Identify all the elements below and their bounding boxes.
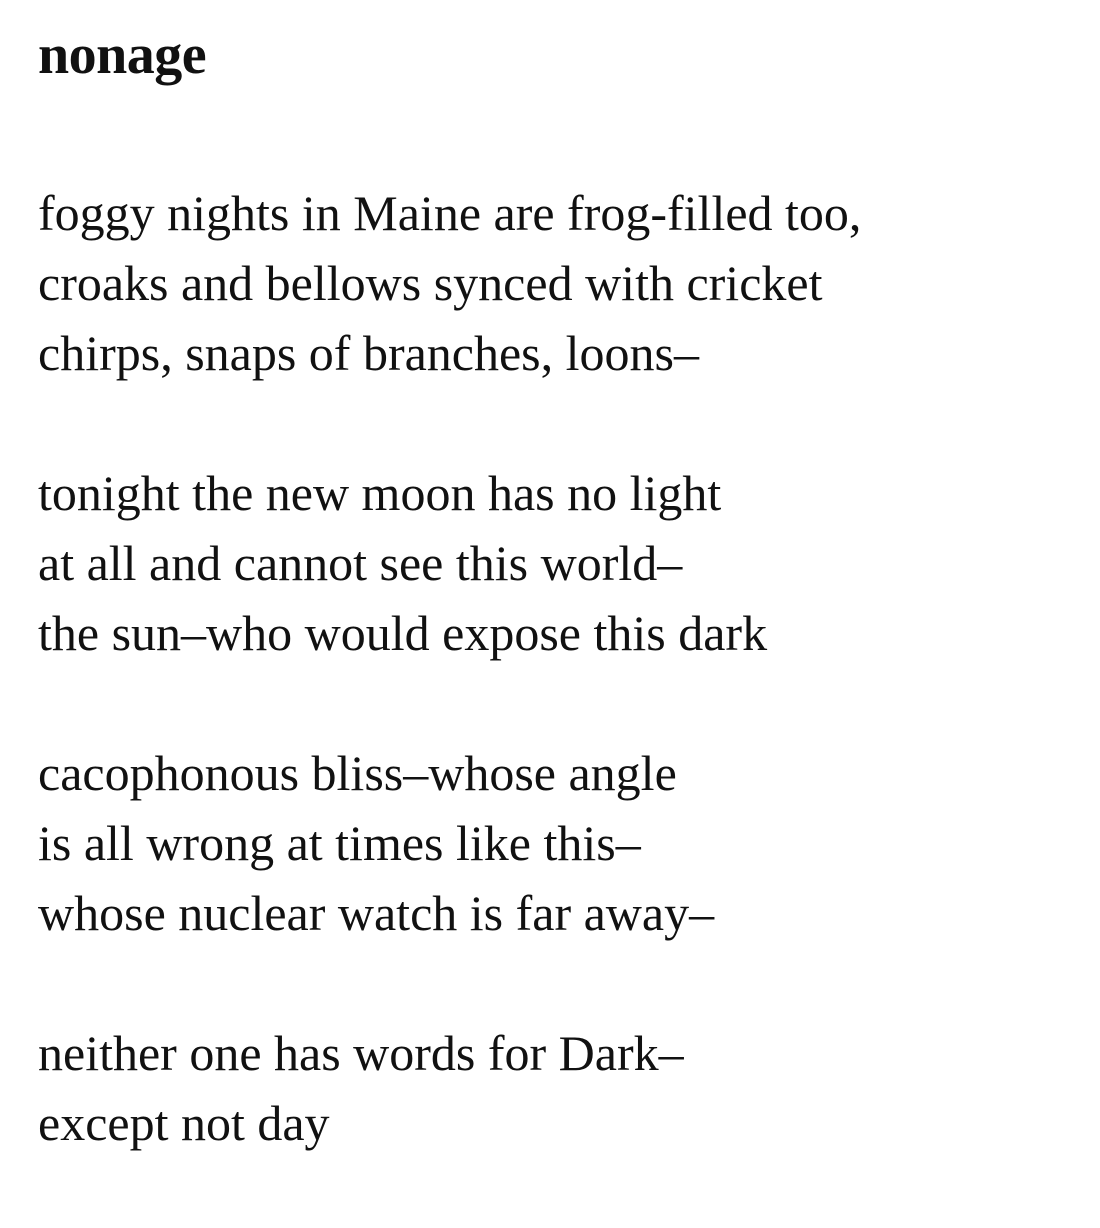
stanza-3 xyxy=(38,738,861,948)
poem-body xyxy=(38,178,861,1228)
poem-line: tonight the new moon has no light xyxy=(38,465,722,521)
poem-line: except not day xyxy=(38,1095,330,1151)
stanza-4 xyxy=(38,1018,861,1158)
poem-line: chirps, snaps of branches, loons– xyxy=(38,325,699,381)
poem-line: at all and cannot see this world– xyxy=(38,535,683,591)
poem-line: cacophonous bliss–whose angle xyxy=(38,745,677,801)
poem-title: nonage xyxy=(38,24,207,86)
poem-line: neither one has words for Dark– xyxy=(38,1025,684,1081)
poem-line: the sun–who would expose this dark xyxy=(38,605,768,661)
poem-line: croaks and bellows synced with cricket xyxy=(38,255,823,311)
poem-line: whose nuclear watch is far away– xyxy=(38,885,715,941)
poem-line: foggy nights in Maine are frog-filled too, xyxy=(38,185,862,241)
poem-line: is all wrong at times like this– xyxy=(38,815,641,871)
stanza-2 xyxy=(38,458,861,668)
stanza-1 xyxy=(38,178,861,388)
